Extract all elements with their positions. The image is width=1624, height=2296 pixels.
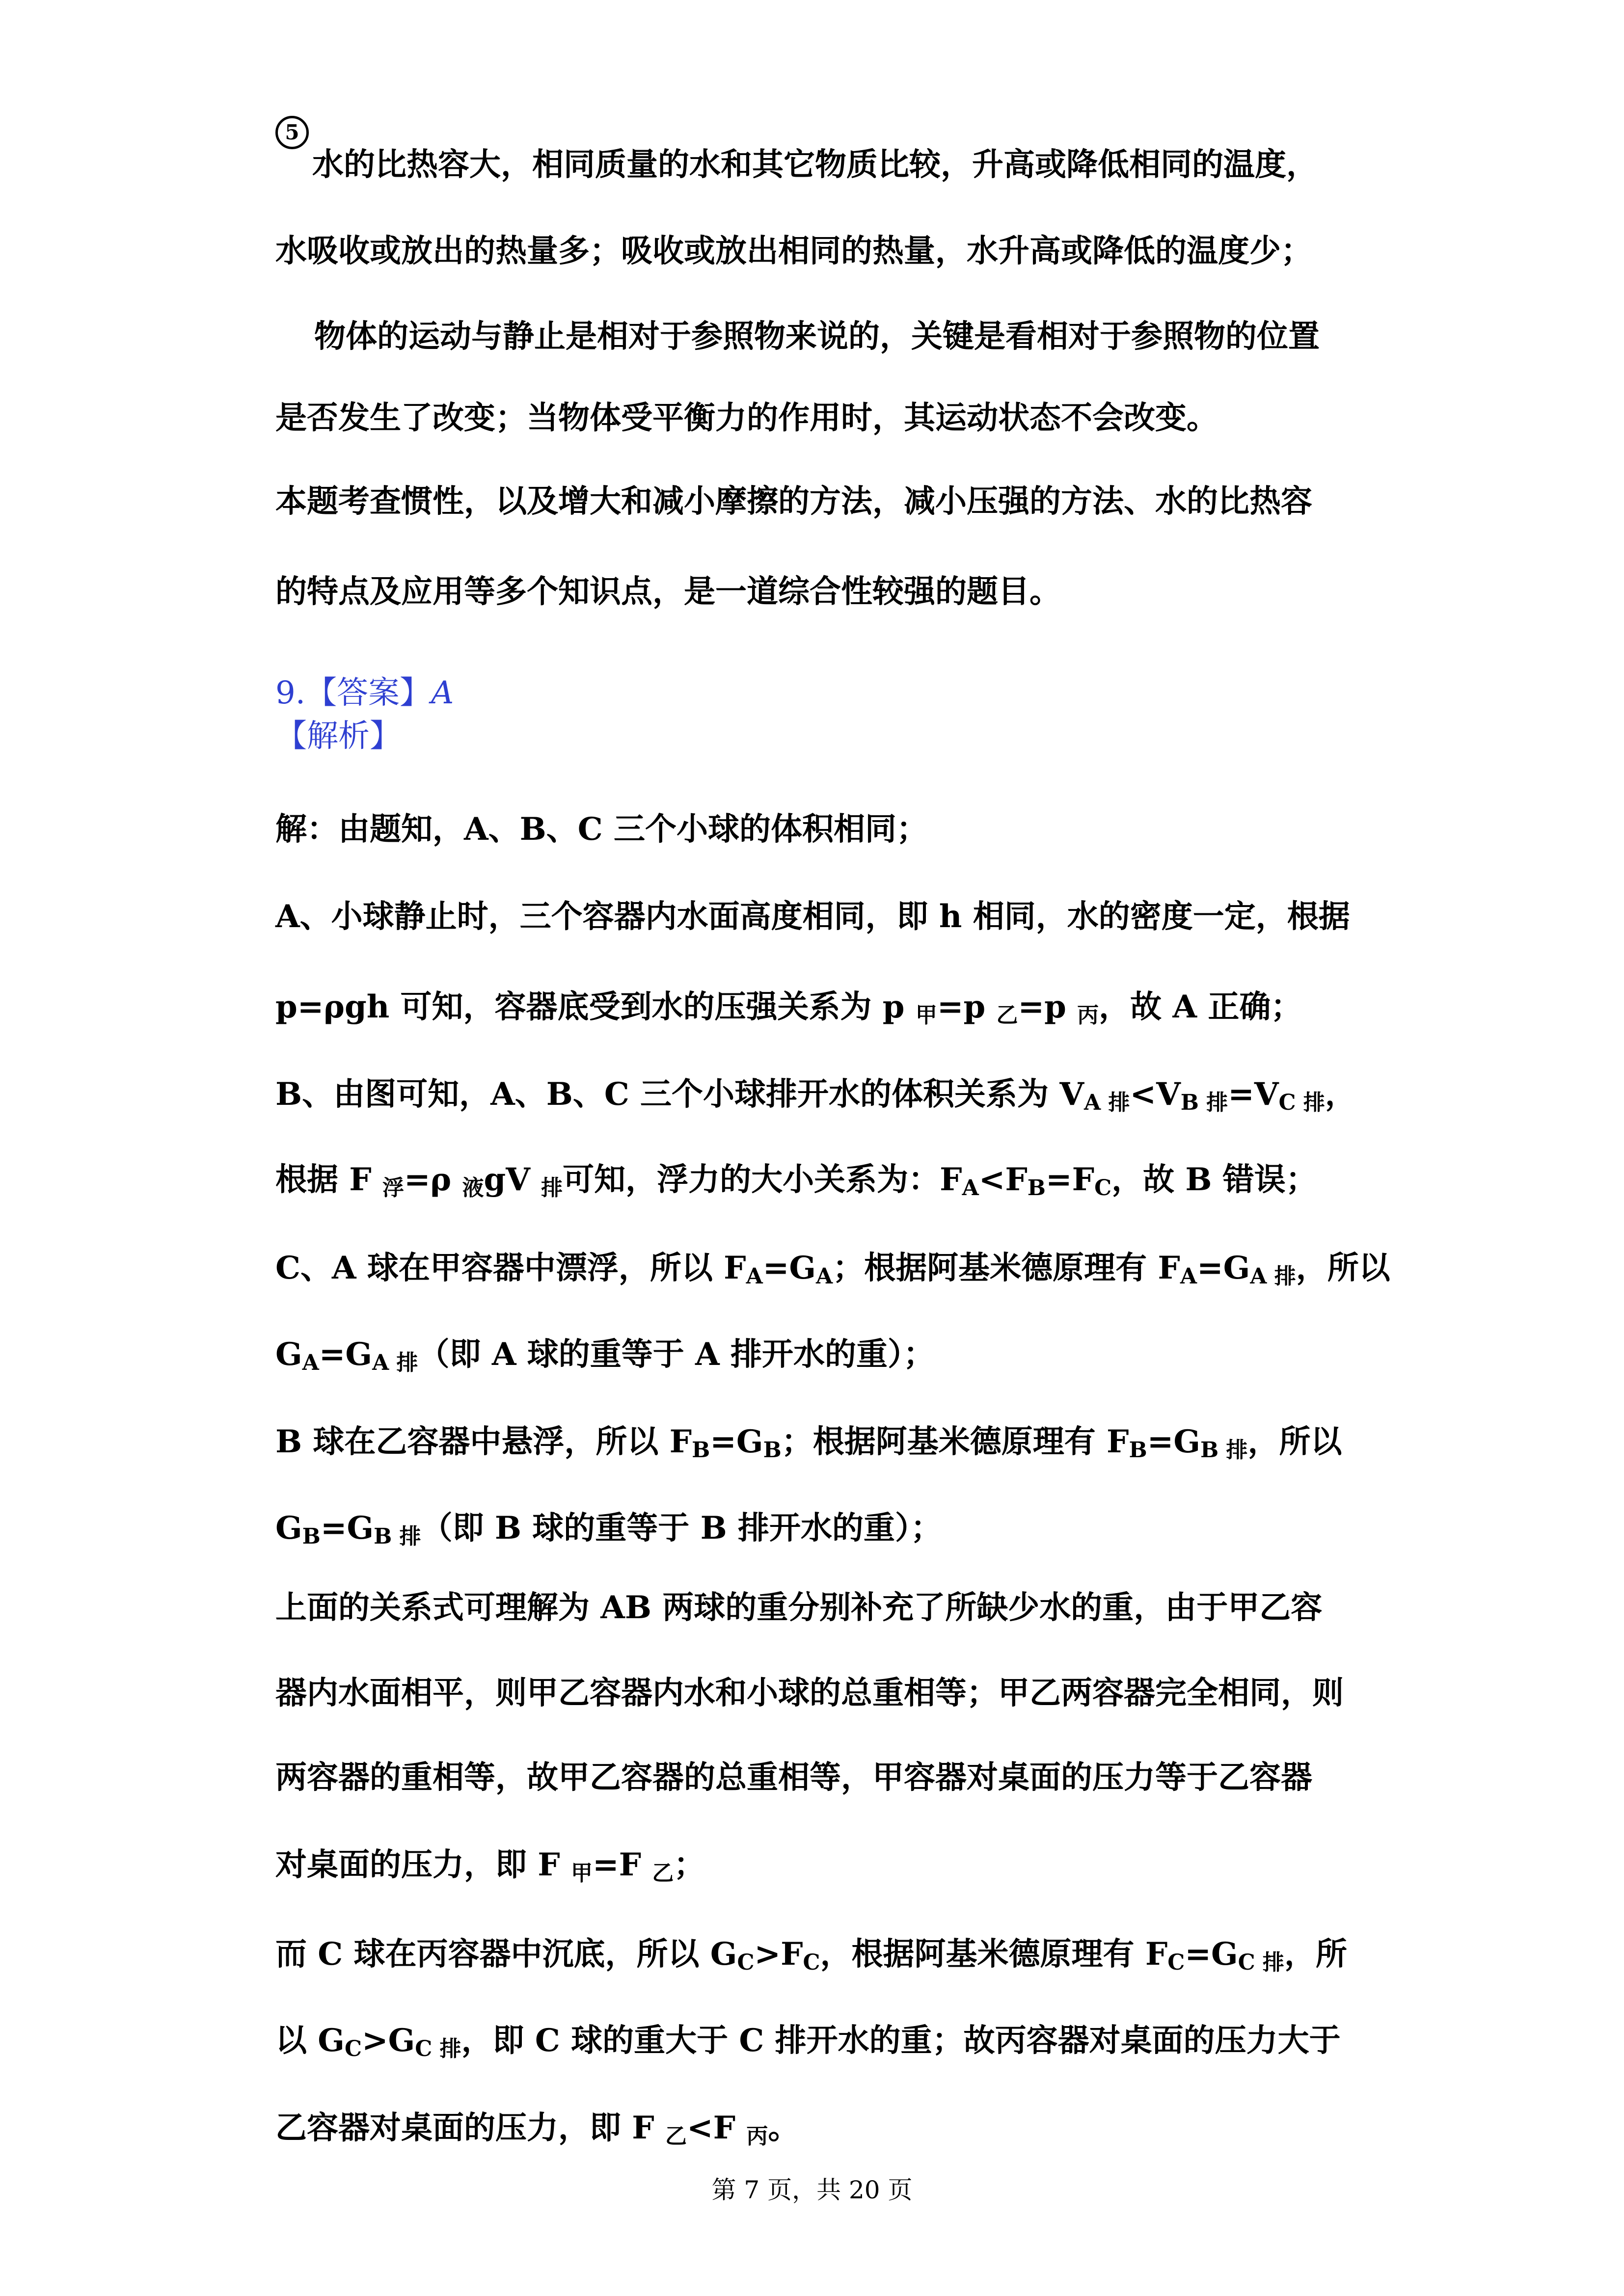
text-line: B、由图可知，A、B、C 三个小球排开水的体积关系为 $V_{A 排}<V_{B 排}=V_{C 排}$， — [275, 1076, 1356, 1115]
text-line: 以 $G_C>G_{C 排}$，即 C 球的重大于 C 排开水的重；故丙容器对桌面的压力大于 — [275, 2022, 1341, 2061]
text-line: 两容器的重相等，故甲乙容器的总重相等，甲容器对桌面的压力等于乙容器 — [275, 1759, 1312, 1796]
analysis-heading: 【解析】 — [275, 718, 401, 754]
text-line: 解：由题知，A、B、C 三个小球的体积相同； — [275, 811, 928, 848]
text-line: 器内水面相平，则甲乙容器内水和小球的总重相等；甲乙两容器完全相同，则 — [275, 1675, 1344, 1711]
text-line: C、A 球在甲容器中漂浮，所以 $F_A=G_A$；根据阿基米德原理有 $F_A=G_{A 排}$，所以 — [275, 1250, 1390, 1289]
text-line: 是否发生了改变；当物体受平衡力的作用时，其运动状态不会改变。 — [275, 400, 1218, 436]
text-line: 根据 F $_浮$=ρ $_液$gV $_排$可知，浮力的大小关系为：$F_A<F_B=F_C$，故 B 错误； — [275, 1161, 1317, 1201]
text-line: 的特点及应用等多个知识点，是一道综合性较强的题目。 — [275, 573, 1061, 610]
text-line: B 球在乙容器中悬浮，所以 $F_B=G_B$；根据阿基米德原理有 $F_B=G_{B 排}$，所以 — [275, 1423, 1342, 1463]
text-line: 水的比热容大，相同质量的水和其它物质比较，升高或降低相同的温度， — [312, 146, 1318, 183]
text-line: 水吸收或放出的热量多；吸收或放出相同的热量，水升高或降低的温度少； — [275, 233, 1312, 269]
text-line: $G_A=G_{A 排}$（即 A 球的重等于 A 排开水的重）； — [275, 1336, 935, 1375]
text-line: 上面的关系式可理解为 AB 两球的重分别补充了所缺少水的重，由于甲乙容 — [275, 1589, 1323, 1626]
page-number-footer: 第 7 页，共 20 页 — [711, 2176, 913, 2204]
text-line: 而 C 球在丙容器中沉底，所以 $G_C>F_C$，根据阿基米德原理有 $F_C=G_{C 排}$，所 — [275, 1936, 1347, 1975]
text-line: p=ρgh 可知，容器底受到水的压强关系为 p $_甲$=p $_乙$=p $_丙$，故 A 正确； — [275, 988, 1302, 1028]
circled-number-marker: 5 — [275, 116, 309, 149]
answer-value: A — [431, 675, 454, 711]
answer-label: 9.【答案】 — [275, 675, 432, 711]
answer-heading — [275, 673, 1355, 713]
text-line: 本题考查惯性，以及增大和减小摩擦的方法，减小压强的方法、水的比热容 — [275, 483, 1312, 520]
text-line: 物体的运动与静止是相对于参照物来说的，关键是看相对于参照物的位置 — [314, 318, 1320, 355]
text-line: $G_B=G_{B 排}$（即 B 球的重等于 B 排开水的重）； — [275, 1510, 942, 1549]
text-line: A、小球静止时，三个容器内水面高度相同，即 h 相同，水的密度一定，根据 — [275, 898, 1350, 935]
text-line: 对桌面的压力，即 F $_甲$=F $_乙$； — [275, 1846, 705, 1886]
text-line: 乙容器对桌面的压力，即 F $_乙$<F $_丙$。 — [275, 2109, 800, 2149]
